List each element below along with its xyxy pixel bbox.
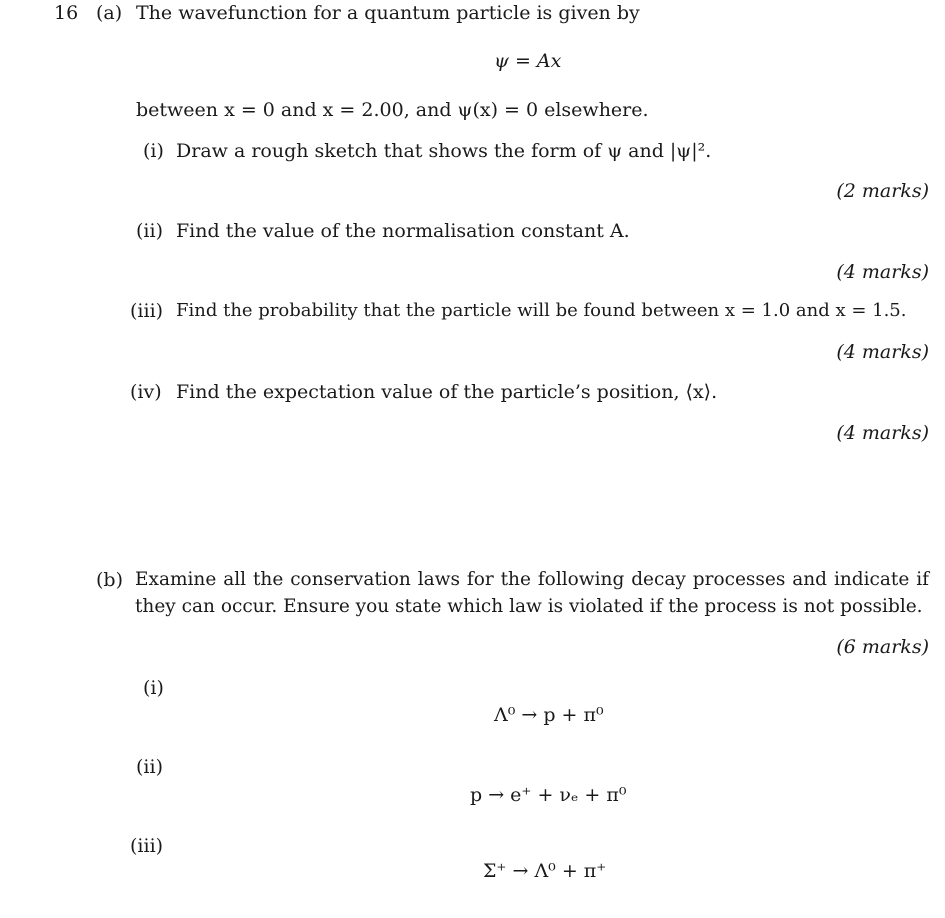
part-a-intro: The wavefunction for a quantum particle is given by <box>136 2 640 24</box>
subpart-a-iii-text: Find the probability that the particle will be found between x = 1.0 and x = 1.5. <box>176 300 907 321</box>
process-ii-label: (ii) <box>136 756 163 778</box>
part-b-text: Examine all the conservation laws for the following decay processes and indicate if they can occur. Ensure you state which law is violated if the process is not possible. <box>135 569 929 617</box>
subpart-a-ii-text: Find the value of the normalisation constant A. <box>176 220 630 242</box>
subpart-a-i-marks: (2 marks) <box>836 180 929 202</box>
subpart-a-iii-marks: (4 marks) <box>836 341 929 363</box>
subpart-a-iv-marks: (4 marks) <box>836 422 929 444</box>
subpart-a-iv-label: (iv) <box>130 381 162 403</box>
process-i-label: (i) <box>143 677 164 699</box>
process-ii-reaction: p → e⁺ + νₑ + π⁰ <box>470 784 627 806</box>
question-number: 16 <box>54 2 79 24</box>
process-i-reaction: Λ⁰ → p + π⁰ <box>494 704 604 726</box>
subpart-a-ii-label: (ii) <box>136 220 163 242</box>
wavefunction-condition: between x = 0 and x = 2.00, and ψ(x) = 0 elsewhere. <box>136 99 649 121</box>
subpart-a-i-text: Draw a rough sketch that shows the form of ψ and |ψ|². <box>176 140 712 162</box>
wavefunction-equation: ψ = Ax <box>494 50 562 72</box>
process-iii-reaction: Σ⁺ → Λ⁰ + π⁺ <box>483 860 607 882</box>
process-iii-label: (iii) <box>130 835 164 857</box>
part-b-marks: (6 marks) <box>836 636 929 658</box>
subpart-a-i-label: (i) <box>143 140 164 162</box>
part-a-label: (a) <box>96 2 123 24</box>
subpart-a-iii-label: (iii) <box>130 300 164 322</box>
part-b-label: (b) <box>96 569 123 591</box>
subpart-a-ii-marks: (4 marks) <box>836 261 929 283</box>
subpart-a-iv-text: Find the expectation value of the particle’s position, ⟨x⟩. <box>176 381 718 403</box>
